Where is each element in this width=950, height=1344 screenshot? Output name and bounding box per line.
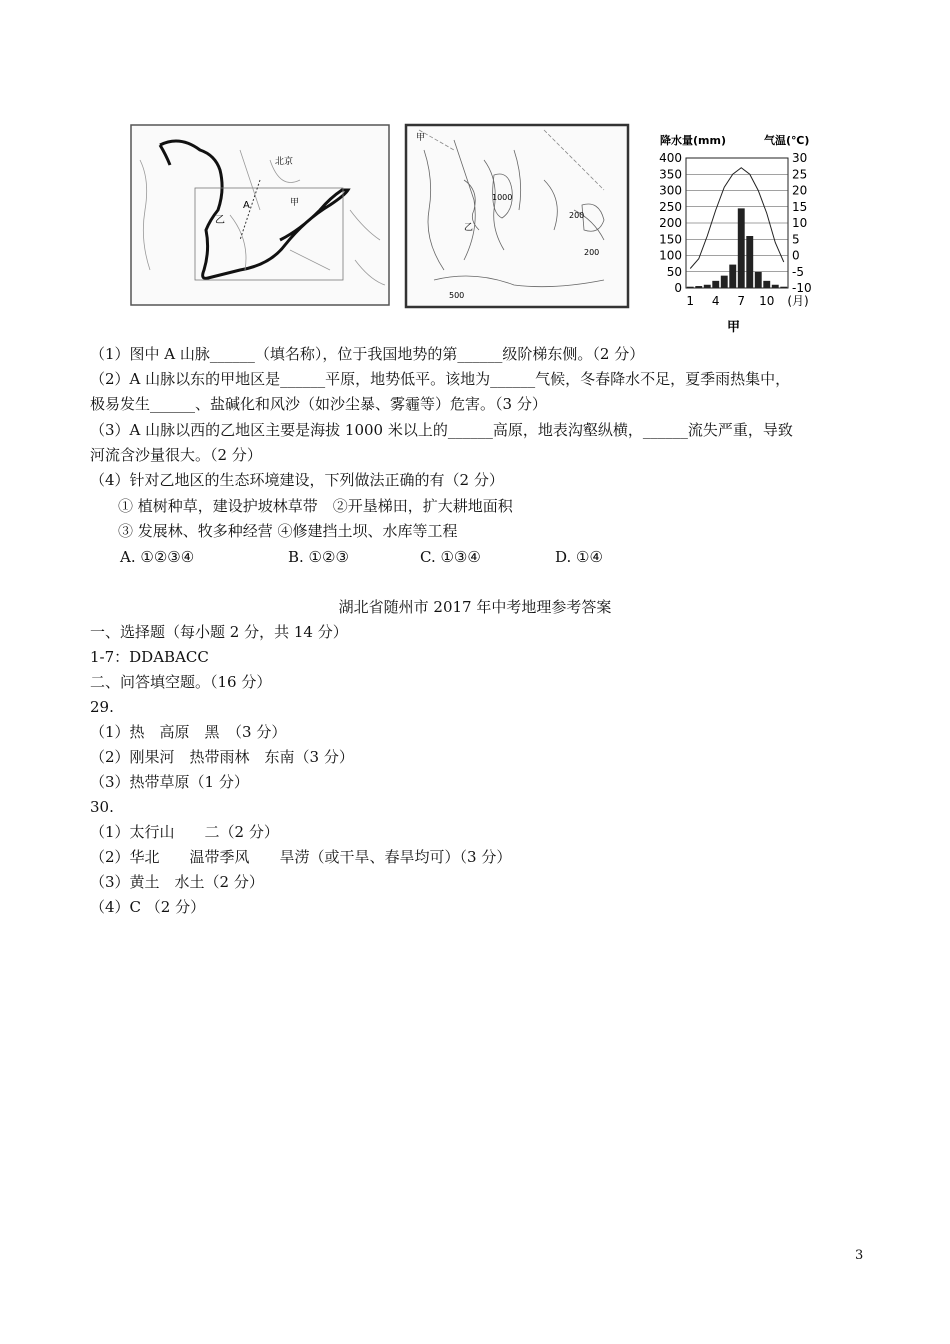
map2-label-jia: 甲 <box>416 133 426 143</box>
answer-section-2: 二、问答填空题。（16 分） <box>90 673 272 691</box>
answer-29-2: （2）刚果河 热带雨林 东南（3 分） <box>90 748 354 766</box>
question-1: （1）图中 A 山脉______（填名称），位于我国地势的第______级阶梯东侧。（2 分） <box>90 345 645 363</box>
answer-number-29: 29. <box>90 698 114 716</box>
precipitation-bar <box>704 285 711 288</box>
x-tick-label: 7 <box>737 294 746 308</box>
answer-choice-key: 1-7：DDABACC <box>90 648 209 666</box>
choice-b: B. ①②③ <box>288 548 349 566</box>
y-left-tick-label: 200 <box>659 216 682 230</box>
y-left-tick-label: 150 <box>659 232 682 247</box>
answer-29-1: （1）热 高原 黑 （3 分） <box>90 723 287 741</box>
page-number: 3 <box>855 1248 864 1263</box>
question-3-line-1: （3）A 山脉以西的乙地区主要是海拔 1000 米以上的______高原，地表沟壑纵横，______流失严重，导致 <box>90 421 793 439</box>
precipitation-bar <box>772 285 779 288</box>
temperature-line <box>690 168 784 269</box>
precipitation-bar <box>755 272 762 288</box>
question-2-line-1: （2）A 山脉以东的甲地区是______平原，地势低平。该地为______气候，冬春降水不足，夏季雨热集中， <box>90 370 791 388</box>
y-right-tick-label: -5 <box>792 264 804 279</box>
y-left-tick-label: 400 <box>659 151 682 165</box>
precipitation-bar <box>746 236 753 288</box>
climate-chart <box>652 128 824 336</box>
answer-30-2: （2）华北 温带季风 旱涝（或干旱、春旱均可）（3 分） <box>90 848 512 866</box>
precipitation-bar <box>712 281 719 288</box>
precipitation-bar <box>721 276 728 288</box>
y-right-tick-label: 15 <box>792 199 808 214</box>
question-2-line-2: 极易发生______、盐碱化和风沙（如沙尘暴、雾霾等）危害。（3 分） <box>90 395 547 413</box>
question-3-line-2: 河流含沙量很大。（2 分） <box>90 446 262 464</box>
map1-label-yi: 乙 <box>215 215 225 226</box>
y-right-tick-label: 5 <box>792 232 800 247</box>
answer-30-3: （3）黄土 水土（2 分） <box>90 873 264 891</box>
map2-label-200a: 200 <box>569 211 585 220</box>
x-tick-label: (月) <box>787 294 809 308</box>
chart-y-right-label: 气温(℃) <box>764 134 810 147</box>
y-right-tick-label: 25 <box>792 167 808 182</box>
y-left-tick-label: 300 <box>659 183 682 198</box>
precipitation-bar <box>687 287 694 288</box>
y-right-tick-label: 20 <box>792 183 808 198</box>
y-right-tick-label: 30 <box>792 151 808 165</box>
map2-label-yi: 乙 <box>464 223 474 233</box>
question-4: （4）针对乙地区的生态环境建设，下列做法正确的有（2 分） <box>90 471 504 489</box>
answer-30-4: （4）C （2 分） <box>90 898 206 916</box>
y-right-tick-label: -10 <box>792 281 812 295</box>
chart-y-left-label: 降水量(mm) <box>660 134 726 147</box>
y-left-tick-label: 350 <box>659 167 682 182</box>
map2-label-200b: 200 <box>584 248 600 257</box>
answer-29-3: （3）热带草原（1 分） <box>90 773 249 791</box>
precipitation-bar <box>763 281 770 288</box>
question-4-options-2: ③ 发展林、牧多种经营 ④修建挡土坝、水库等工程 <box>118 522 458 540</box>
answer-section-1: 一、选择题（每小题 2 分，共 14 分） <box>90 623 348 641</box>
y-left-tick-label: 0 <box>674 281 682 295</box>
x-tick-label: 10 <box>759 294 775 308</box>
y-left-tick-label: 100 <box>659 248 682 263</box>
choice-c: C. ①③④ <box>420 548 481 566</box>
answer-title: 湖北省随州市 2017 年中考地理参考答案 <box>338 598 612 616</box>
map1-label-beijing: 北京 <box>275 157 294 167</box>
answer-30-1: （1）太行山 二（2 分） <box>90 823 279 841</box>
y-right-tick-label: 10 <box>792 216 808 230</box>
choice-d: D. ①④ <box>555 548 603 566</box>
precipitation-bar <box>695 286 702 288</box>
precipitation-bar <box>738 208 745 288</box>
map1-label-a: A <box>243 200 250 211</box>
topographic-map <box>404 120 630 310</box>
map1-label-jia: 甲 <box>290 198 300 208</box>
answer-number-30: 30. <box>90 798 114 816</box>
precipitation-bar <box>729 265 736 288</box>
y-left-tick-label: 50 <box>666 264 682 279</box>
y-right-tick-label: 0 <box>792 248 800 263</box>
region-map <box>130 120 392 308</box>
map2-label-1000: 1000 <box>492 193 513 202</box>
x-tick-label: 1 <box>686 294 695 308</box>
map2-label-500: 500 <box>449 291 465 300</box>
precipitation-bar <box>780 287 787 288</box>
choice-a: A. ①②③④ <box>120 548 195 566</box>
chart-xlabel: 甲 <box>727 320 741 335</box>
x-tick-label: 4 <box>711 294 720 308</box>
y-left-tick-label: 250 <box>659 199 682 214</box>
question-4-options-1: ① 植树种草，建设护坡林草带 ②开垦梯田，扩大耕地面积 <box>118 497 513 515</box>
